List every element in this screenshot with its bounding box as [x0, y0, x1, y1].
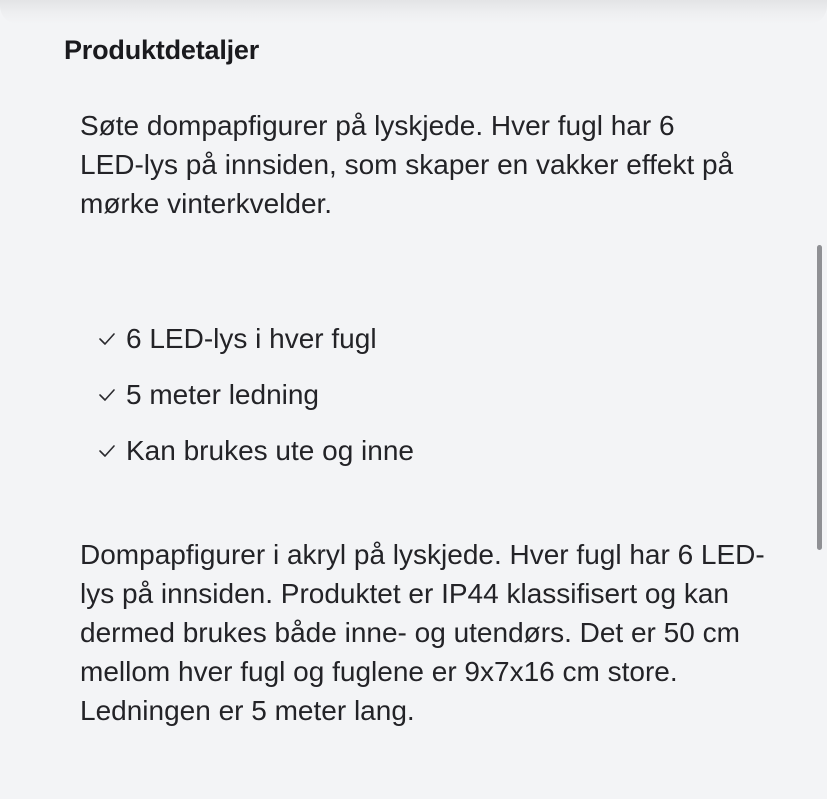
section-title: Produktdetaljer [64, 35, 260, 65]
feature-label: Kan brukes ute og inne [126, 435, 414, 466]
header-shadow [0, 0, 827, 24]
feature-label: 5 meter ledning [126, 379, 320, 410]
vertical-scrollbar[interactable] [817, 245, 822, 550]
description-text: Dompapfigurer i akryl på lyskjede. Hver fugl har 6 LED-lys på innsiden. Produktet er IP44 klassifisert og kan dermed brukes både inne- og utendørs. Det er 50 cm mellom hver fugl og fuglene er 9x7x16 cm store. Ledningen er 5 meter lang. [80, 539, 765, 726]
feature-item [96, 367, 414, 423]
check-icon [96, 328, 118, 350]
feature-label: 6 LED-lys i hver fugl [126, 323, 377, 354]
feature-item [96, 311, 414, 367]
intro-text: Søte dompapfigurer på lyskjede. Hver fugl har 6 LED-lys på innsiden, som skaper en vakker effekt på mørke vinterkvelder. [80, 110, 734, 219]
check-icon [96, 440, 118, 462]
feature-item [96, 423, 414, 479]
feature-list [96, 311, 414, 479]
check-icon [96, 384, 118, 406]
